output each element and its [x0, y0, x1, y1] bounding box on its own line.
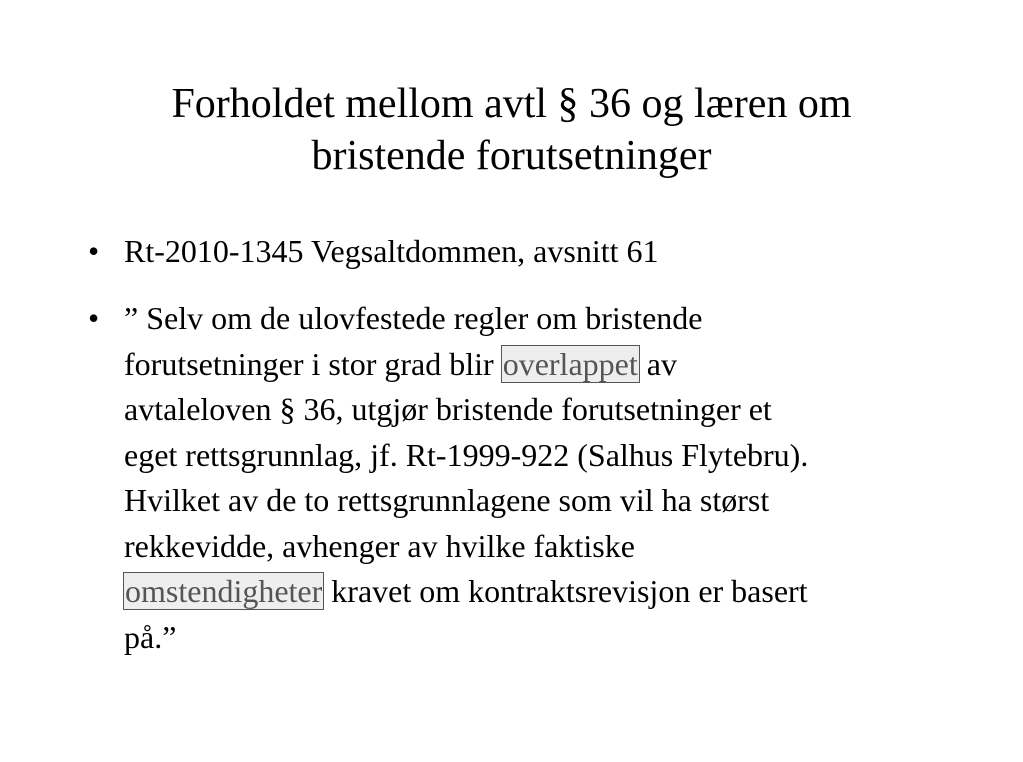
bullet-item-case-reference [82, 228, 952, 274]
quote-line-5: Hvilket av de to rettsgrunnlagene som vil ha størst [124, 482, 770, 518]
quote-line-6: rekkevidde, avhenger av hvilke faktiske [124, 527, 635, 564]
bullet-icon: • [88, 233, 100, 269]
highlighted-term-omstendigheter: omstendigheter [125, 573, 323, 609]
quote-line-8: på.” [124, 618, 177, 655]
bullet-text: Rt-2010-1345 Vegsaltdommen, avsnitt 61 [124, 233, 659, 269]
quote-line-3: avtaleloven § 36, utgjør bristende forutsetninger et [124, 391, 772, 427]
slide-title [60, 78, 963, 182]
highlighted-term-overlappet: overlappet [502, 345, 638, 382]
title-line-1: Forholdet mellom avtl § 36 og læren om [171, 81, 852, 127]
quote-line-4: eget rettsgrunnlag, jf. Rt-1999-922 (Salhus Flytebru). [124, 436, 809, 473]
title-line-2: bristende forutsetninger [311, 133, 712, 179]
bullet-item-quote [82, 296, 952, 660]
bullet-list [82, 228, 952, 660]
quote-line-7: kravet om kontraktsrevisjon er basert [323, 573, 808, 609]
quote-line-1: ” Selv om de ulovfestede regler om bristende [124, 300, 703, 336]
quote-line-2b: av [638, 345, 677, 382]
quote-line-2a: forutsetninger i stor grad blir [124, 345, 502, 382]
bullet-icon: • [88, 300, 100, 336]
